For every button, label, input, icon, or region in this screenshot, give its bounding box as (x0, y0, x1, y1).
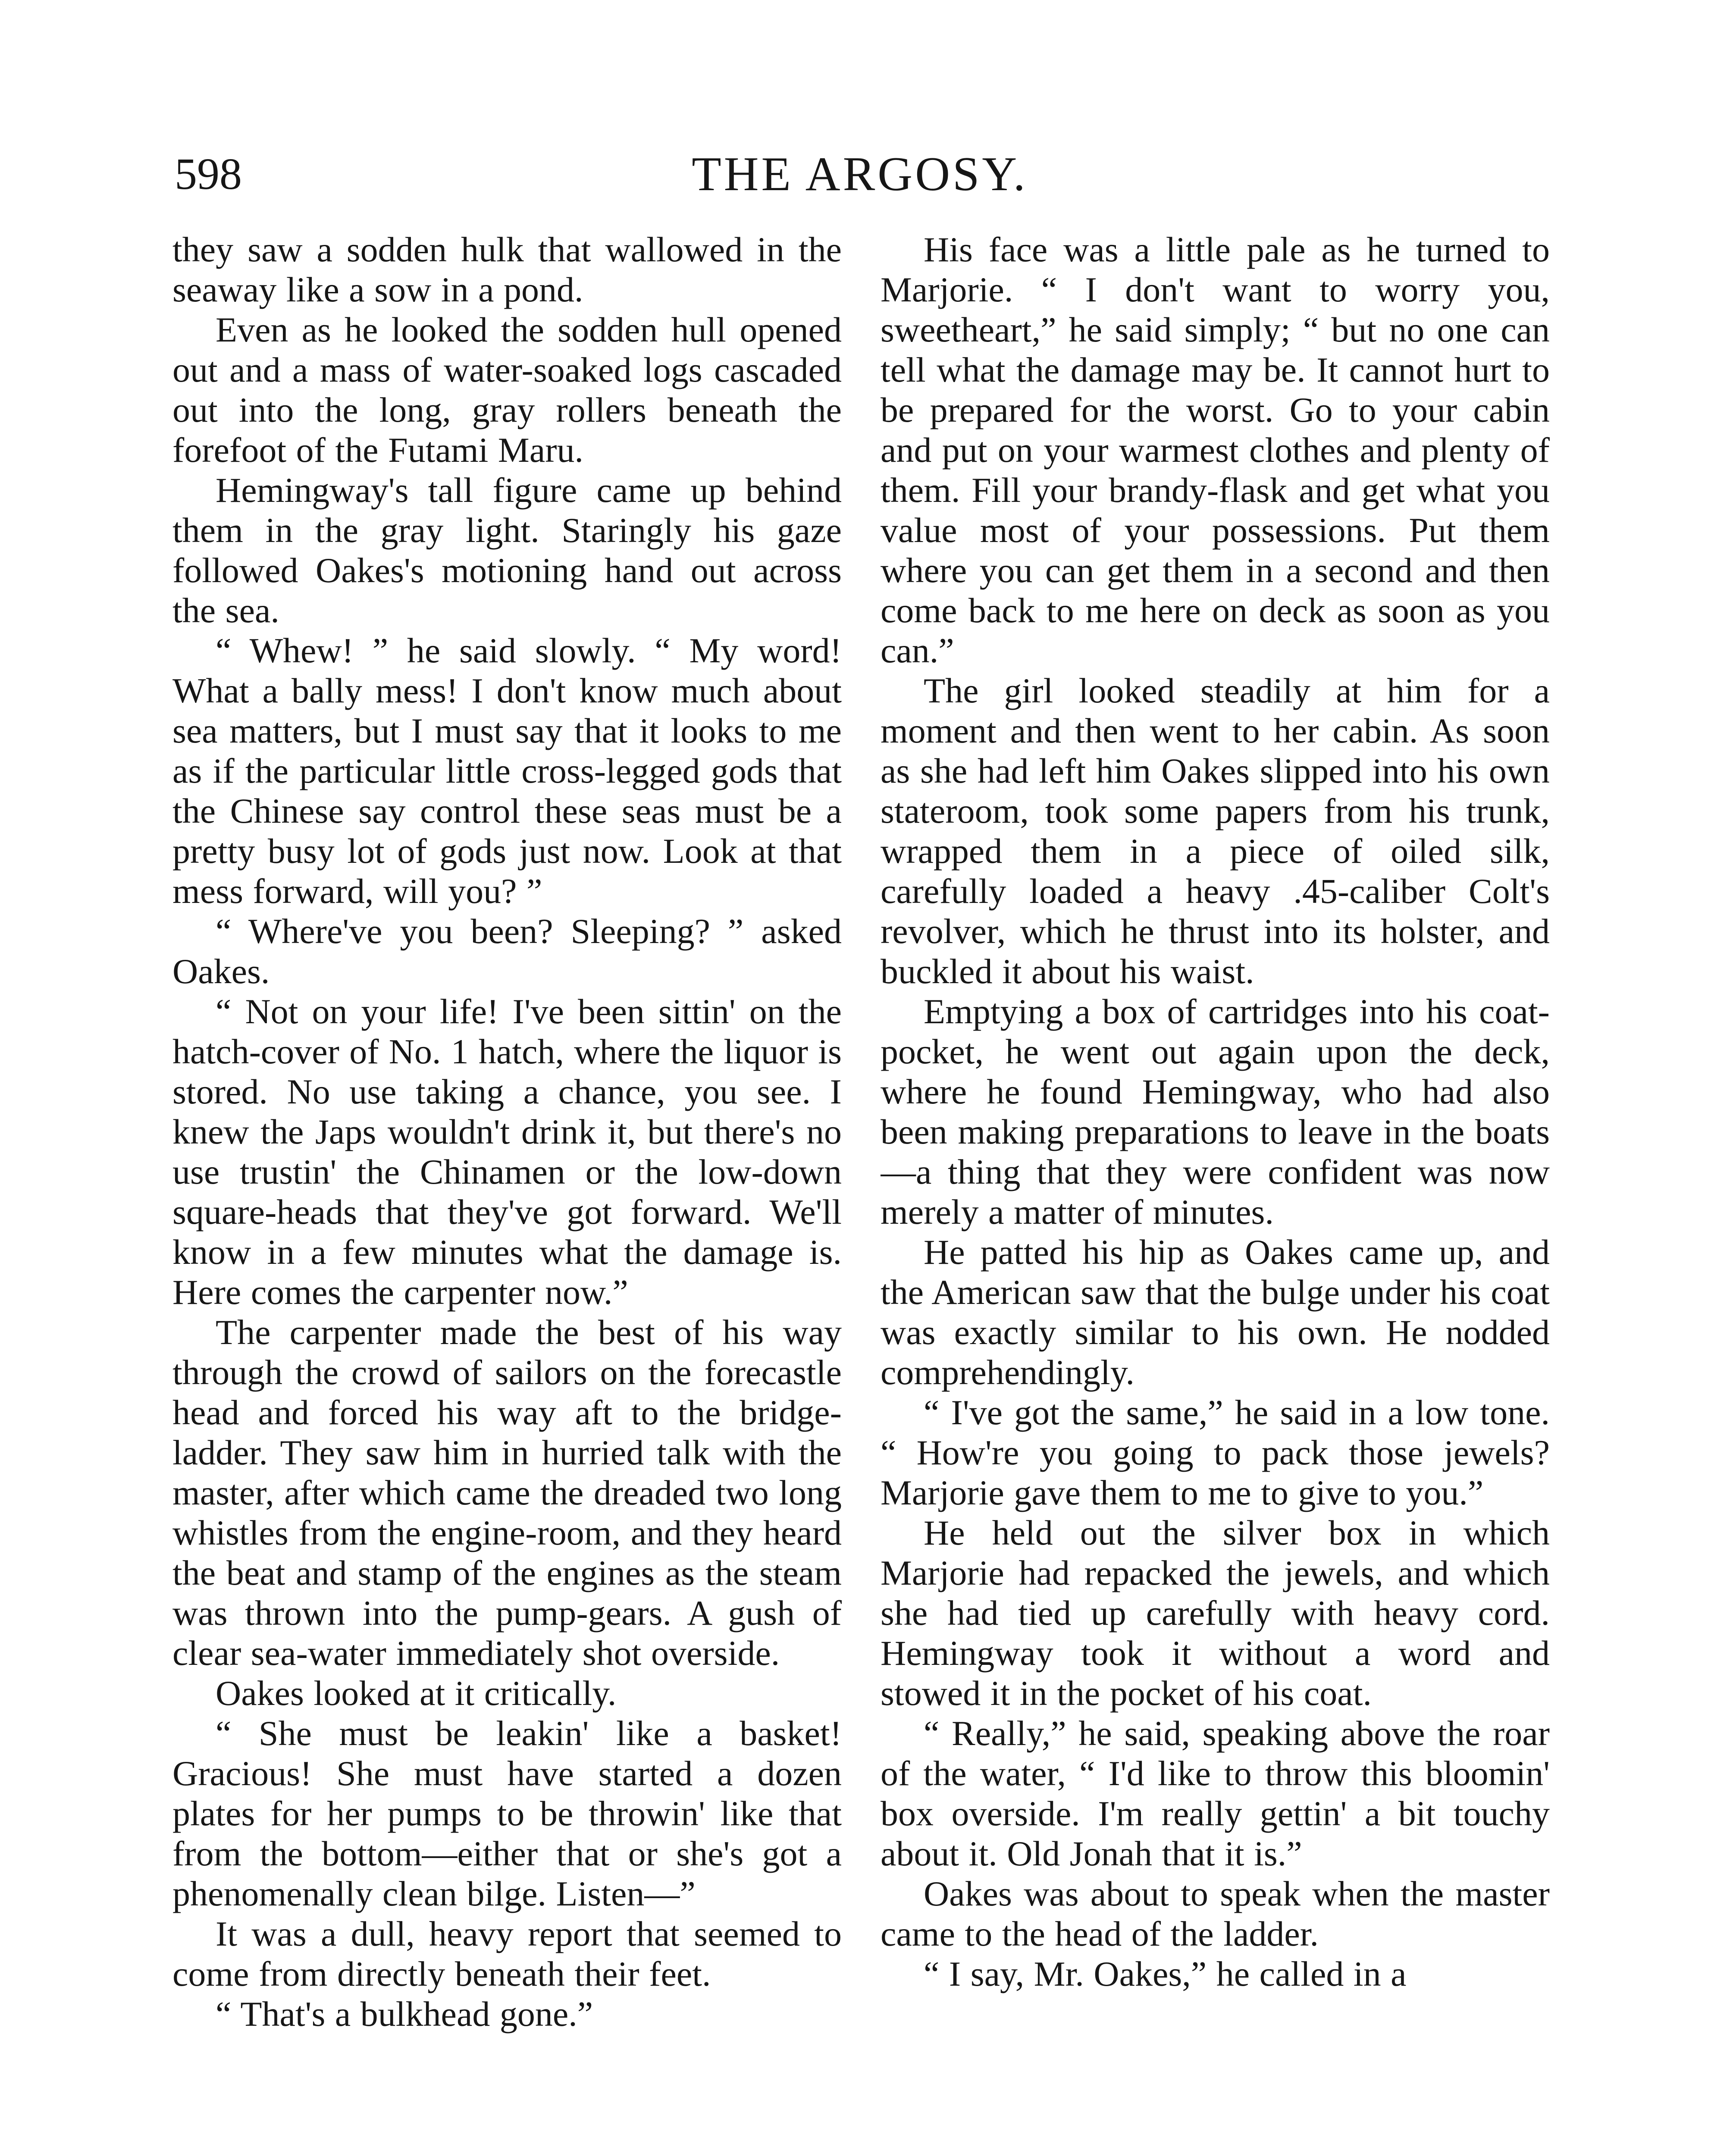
paragraph: The girl looked steadily at him for a moment and then went to her cabin. As soon as she had left him Oakes slipped into his own stateroom, took some papers from his trunk, wrapped them in a piece of oiled silk, carefully loaded a heavy .45-caliber Colt's revolver, which he thrust into its holster, and buckled it about his waist. (881, 671, 1550, 991)
running-title: THE ARGOSY. (692, 147, 1028, 201)
page-header (175, 144, 1545, 204)
paragraph: “ I say, Mr. Oakes,” he called in a (924, 1954, 1407, 1993)
paragraph: The carpenter made the best of his way through the crowd of sailors on the forecastle head and forced his way aft to the bridge-ladder. They saw him in hurried talk with the master, after which came the dreaded two long whistles from the engine-room, and they heard the beat and stamp of the engines as the steam was thrown into the pump-gears. A gush of clear sea-water immediately shot overside. (172, 1313, 842, 1673)
paragraph: they saw a sodden hulk that wallowed in the seaway like a sow in a pond. (172, 230, 842, 309)
paragraph: His face was a little pale as he turned to Marjorie. “ I don't want to worry you, sweetheart,” he said simply; “ but no one can tell what the damage may be. It cannot hurt to be prepared for the worst. Go to your cabin and put on your warmest clothes and plenty of them. Fill your brandy-flask and get what you value most of your possessions. Put them where you can get them in a second and then come back to me here on deck as soon as you can.” (881, 230, 1550, 670)
paragraph: Oakes looked at it critically. (216, 1673, 617, 1713)
right-text-column (881, 229, 1550, 2156)
paragraph: “ She must be leakin' like a basket! Gracious! She must have started a dozen plates for her pumps to be throwin' like that from the bottom—either that or she's got a phenomenally clean bilge. Listen—” (172, 1714, 842, 1913)
paragraph: Oakes was about to speak when the master came to the head of the ladder. (881, 1874, 1550, 1953)
paragraph: “ Really,” he said, speaking above the roar of the water, “ I'd like to throw this bloomin' box overside. I'm really gettin' a bit touchy about it. Old Jonah that it is.” (881, 1714, 1550, 1873)
paragraph: “ Not on your life! I've been sittin' on the hatch-cover of No. 1 hatch, where the liquor is stored. No use taking a chance, you see. I knew the Japs wouldn't drink it, but there's no use trustin' the Chinamen or the low-down square-heads that they've got forward. We'll know in a few minutes what the damage is. Here comes the carpenter now.” (172, 992, 842, 1312)
paragraph: “ That's a bulkhead gone.” (216, 1994, 593, 2034)
paragraph: “ Where've you been? Sleeping? ” asked Oakes. (172, 912, 842, 991)
paragraph: Emptying a box of cartridges into his coat-pocket, he went out again upon the deck, where he found Hemingway, who had also been making preparations to leave in the boats—a thing that they were confident was now merely a matter of minutes. (881, 992, 1550, 1232)
paragraph: “ Whew! ” he said slowly. “ My word! What a bally mess! I don't know much about sea matters, but I must say that it looks to me as if the particular little cross-legged gods that the Chinese say control these seas must be a pretty busy lot of gods just now. Look at that mess forward, will you? ” (172, 631, 842, 911)
paragraph: He patted his hip as Oakes came up, and the American saw that the bulge under his coat was exactly similar to his own. He nodded comprehendingly. (881, 1232, 1550, 1392)
paragraph: “ I've got the same,” he said in a low tone. “ How're you going to pack those jewels? Marjorie gave them to me to give to you.” (881, 1393, 1550, 1512)
page-number: 598 (175, 149, 242, 199)
paragraph: It was a dull, heavy report that seemed to come from directly beneath their feet. (172, 1914, 842, 1993)
paragraph: Hemingway's tall figure came up behind them in the gray light. Staringly his gaze followed Oakes's motioning hand out across the sea. (172, 470, 842, 630)
paragraph: He held out the silver box in which Marjorie had repacked the jewels, and which she had tied up carefully with heavy cord. Hemingway took it without a word and stowed it in the pocket of his coat. (881, 1513, 1550, 1713)
left-text-column (172, 229, 842, 2156)
paragraph: Even as he looked the sodden hull opened out and a mass of water-soaked logs cascaded out into the long, gray rollers beneath the forefoot of the Futami Maru. (172, 310, 842, 470)
